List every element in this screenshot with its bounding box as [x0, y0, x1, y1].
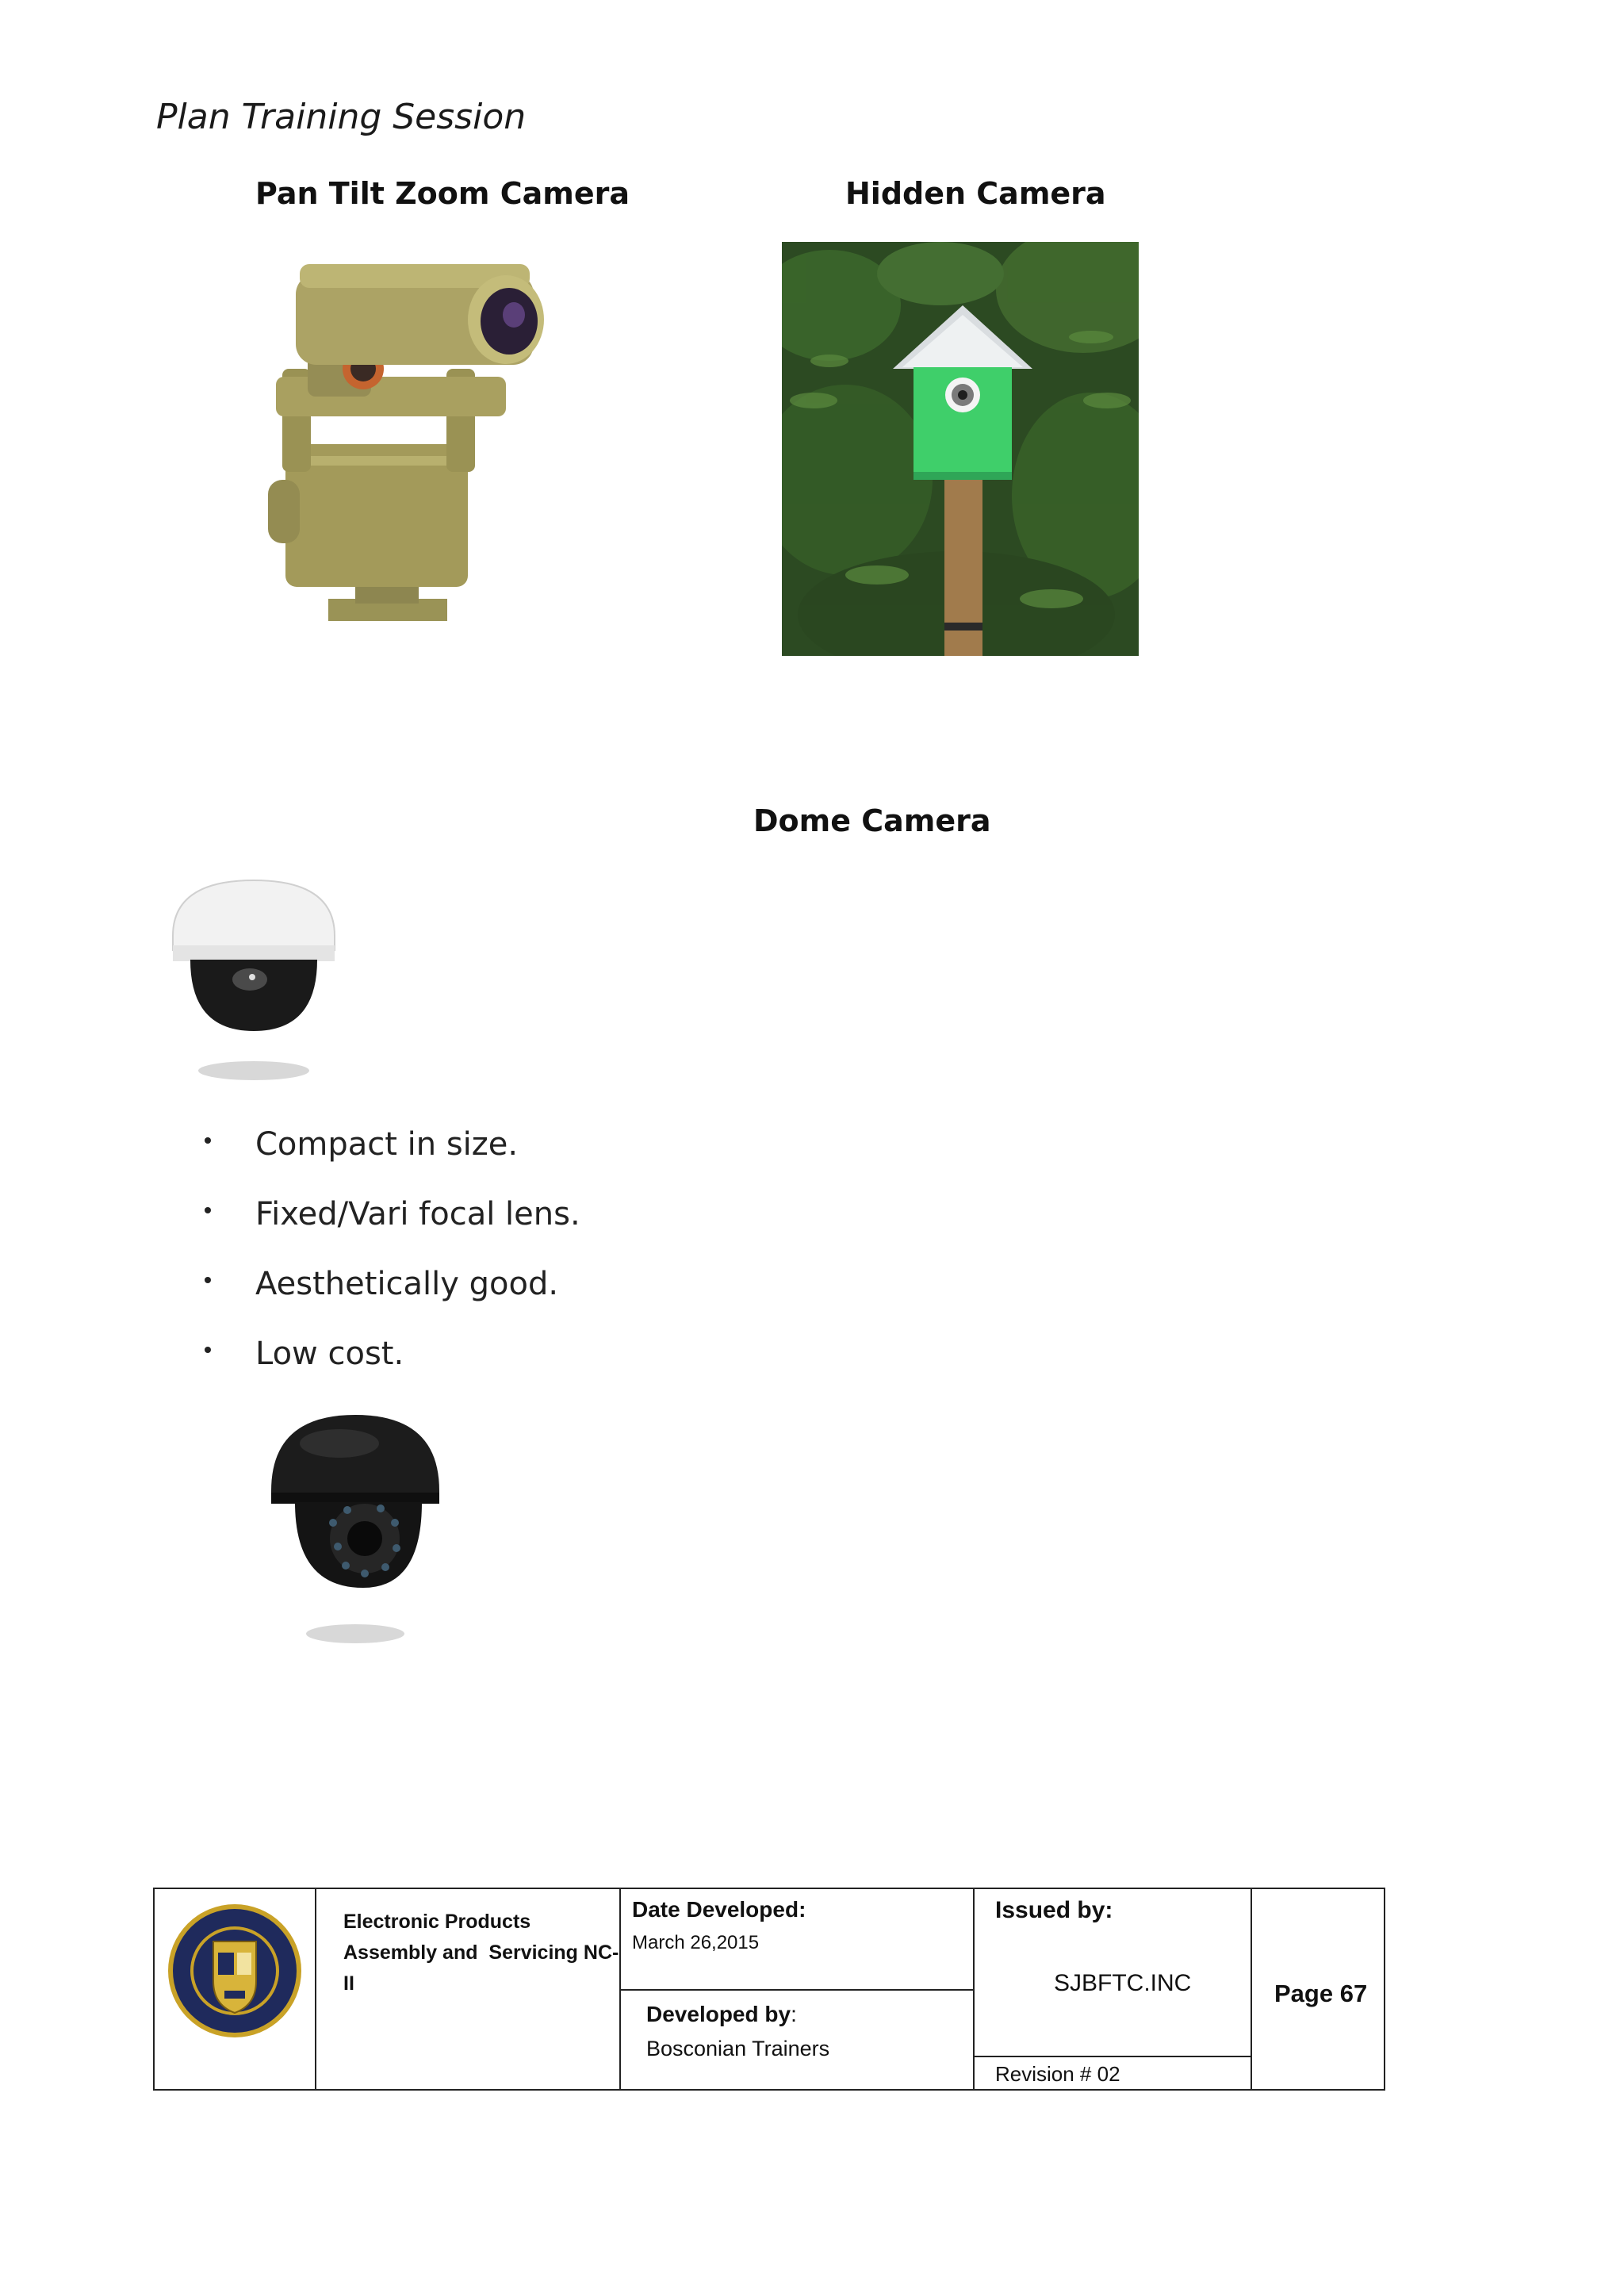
revision-number: Revision # 02: [995, 2062, 1120, 2086]
ptz-camera-title: Pan Tilt Zoom Camera: [255, 176, 630, 211]
issued-by-value: SJBFTC.INC: [1054, 1970, 1192, 1996]
hidden-camera-image: [782, 242, 1139, 656]
page-number: Page 67: [1274, 1980, 1368, 2007]
bullet-icon: [205, 1347, 211, 1353]
date-developed-label: Date Developed:: [632, 1897, 806, 1922]
bullet-icon: [205, 1207, 211, 1213]
developed-by-value: Bosconian Trainers: [646, 2037, 830, 2060]
training-center-seal-logo: [167, 1903, 302, 2038]
dome-camera-title: Dome Camera: [753, 803, 991, 838]
list-item: Compact in size.: [205, 1126, 580, 1196]
list-item: Low cost.: [205, 1336, 580, 1405]
date-developed-value: March 26,2015: [632, 1932, 760, 1953]
hidden-camera-title: Hidden Camera: [845, 176, 1106, 211]
document-footer-table: [153, 1888, 1385, 2091]
bullet-icon: [205, 1277, 211, 1283]
bullet-icon: [205, 1137, 211, 1144]
list-item: Fixed/Vari focal lens.: [205, 1196, 580, 1266]
ptz-camera-image: [252, 242, 585, 654]
developed-by-label: Developed by:: [646, 2002, 797, 2026]
white-dome-camera-image: [159, 872, 349, 1087]
page-title: Plan Training Session: [156, 97, 527, 137]
black-dome-camera-image: [260, 1404, 450, 1650]
issued-by-label: Issued by:: [995, 1897, 1113, 1923]
dome-camera-features-list: [205, 1126, 580, 1405]
course-title: Electronic Products Assembly and Servicing NC- II: [343, 1911, 619, 1995]
list-item: Aesthetically good.: [205, 1266, 580, 1336]
